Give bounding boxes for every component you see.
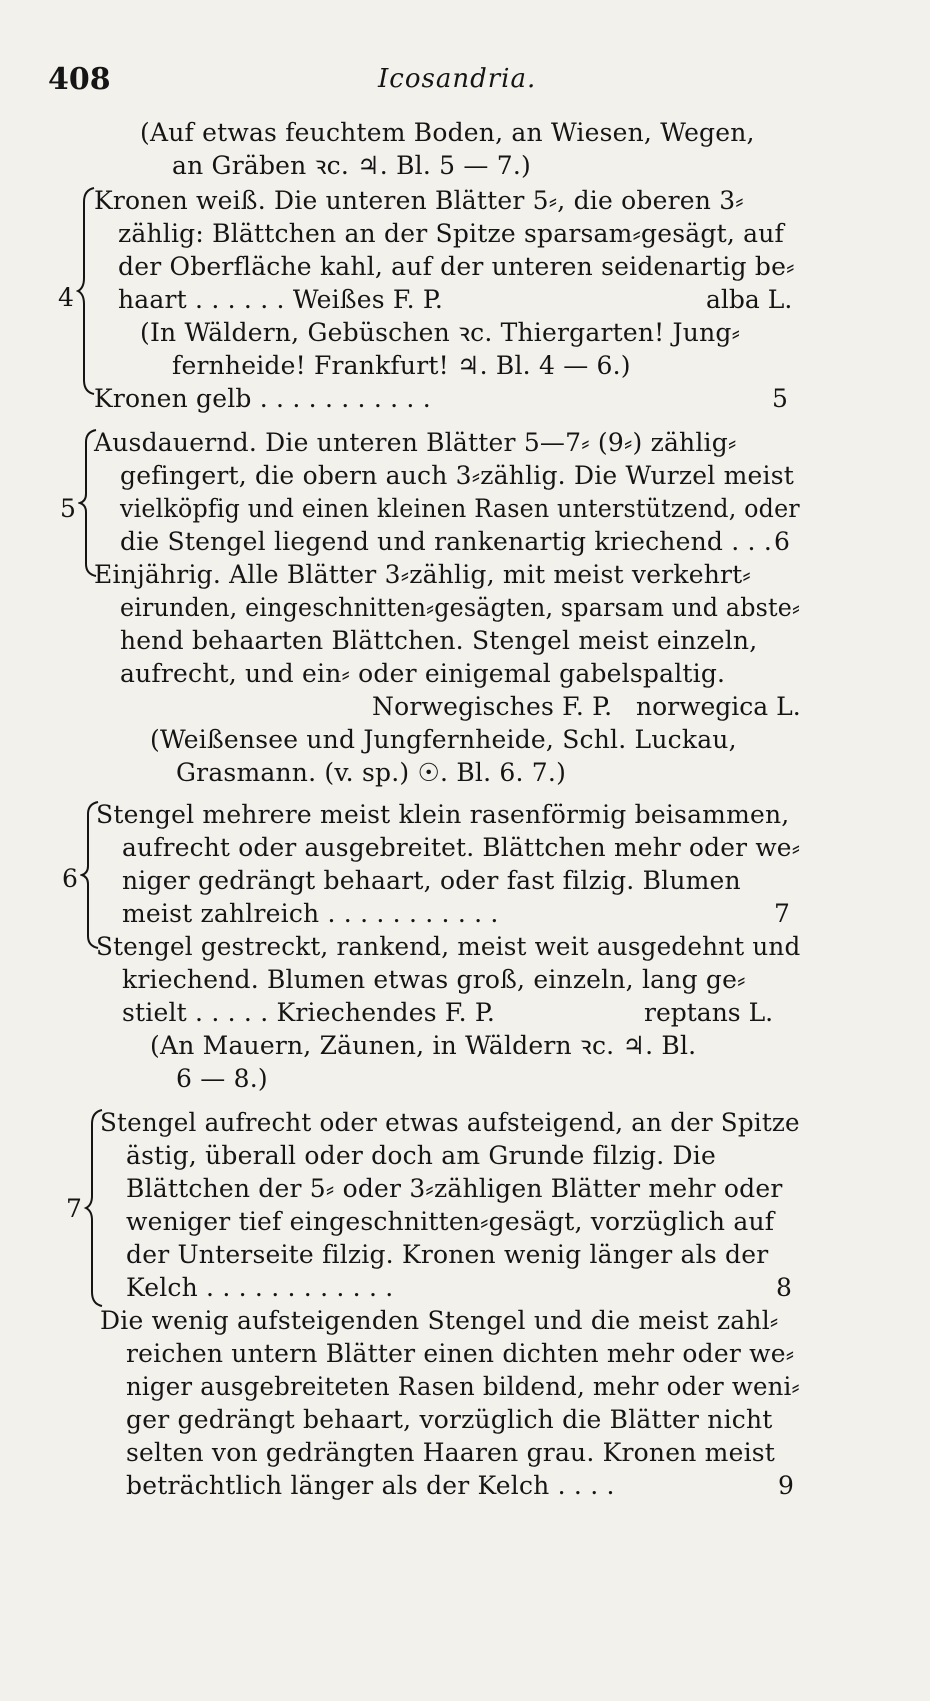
text-line: haart . . . . . . Weißes F. P.: [118, 285, 443, 314]
text-line: Kronen weiß. Die unteren Blätter 5⸗, die oberen 3⸗: [94, 186, 744, 215]
text-line: selten von gedrängten Haaren grau. Kronen meist: [126, 1438, 776, 1467]
lead-number: 9: [778, 1471, 794, 1500]
text-line: ästig, überall oder doch am Grunde filzig. Die: [126, 1141, 716, 1170]
text-line: ger gedrängt behaart, vorzüglich die Blätter nicht: [126, 1405, 773, 1434]
text-line: niger gedrängt behaart, oder fast filzig. Blumen: [122, 866, 741, 895]
text-line: reichen untern Blätter einen dichten mehr oder we⸗: [126, 1339, 795, 1368]
species-name: reptans L.: [644, 998, 774, 1027]
lead-number: 7: [774, 899, 790, 928]
text-line: zählig: Blättchen an der Spitze sparsam⸗gesägt, auf: [118, 219, 784, 248]
text-line: an Gräben ꝛc. ♃. Bl. 5 — 7.): [172, 151, 531, 180]
text-line: (Auf etwas feuchtem Boden, an Wiesen, Wegen,: [140, 118, 755, 147]
species-name: alba L.: [706, 285, 793, 314]
text-line: stielt . . . . . Kriechendes F. P.: [122, 998, 495, 1027]
text-line: Ausdauernd. Die unteren Blätter 5—7⸗ (9⸗) zählig⸗: [94, 428, 737, 457]
key-number: 7: [66, 1194, 82, 1223]
text-line: gefingert, die obern auch 3⸗zählig. Die Wurzel meist: [120, 461, 794, 490]
text-line: Kelch . . . . . . . . . . . .: [126, 1273, 394, 1302]
text-line: beträchtlich länger als der Kelch . . . .: [126, 1471, 615, 1500]
text-line: Norwegisches F. P.: [372, 692, 613, 721]
text-line: Die wenig aufsteigenden Stengel und die meist zahl⸗: [100, 1306, 779, 1335]
running-head: Icosandria.: [378, 64, 537, 94]
text-line: Blättchen der 5⸗ oder 3⸗zähligen Blätter mehr oder: [126, 1174, 783, 1203]
text-line: die Stengel liegend und rankenartig kriechend . . .: [120, 527, 772, 556]
brace-7: [84, 1108, 106, 1308]
key-number: 5: [60, 494, 76, 523]
text-line: meist zahlreich . . . . . . . . . . .: [122, 899, 499, 928]
key-number: 6: [62, 864, 78, 893]
text-line: (In Wäldern, Gebüschen ꝛc. Thiergarten! Jung⸗: [140, 318, 741, 347]
text-line: Kronen gelb . . . . . . . . . . .: [94, 384, 431, 413]
text-line: kriechend. Blumen etwas groß, einzeln, lang ge⸗: [122, 965, 746, 994]
text-line: Stengel mehrere meist klein rasenförmig beisammen,: [96, 800, 790, 829]
page-header: [48, 62, 848, 102]
text-line: weniger tief eingeschnitten⸗gesägt, vorzüglich auf: [126, 1207, 775, 1236]
text-line: aufrecht oder ausgebreitet. Blättchen mehr oder we⸗: [122, 833, 801, 862]
text-line: (An Mauern, Zäunen, in Wäldern ꝛc. ♃. Bl.: [150, 1031, 697, 1060]
key-number: 4: [58, 283, 74, 312]
text-line: vielköpfig und einen kleinen Rasen unterstützend, oder: [120, 494, 800, 523]
text-line: Stengel gestreckt, rankend, meist weit ausgedehnt und: [96, 932, 801, 961]
text-line: hend behaarten Blättchen. Stengel meist einzeln,: [120, 626, 758, 655]
text-line: fernheide! Frankfurt! ♃. Bl. 4 — 6.): [172, 351, 631, 380]
lead-number: 8: [776, 1273, 792, 1302]
lead-number: 5: [772, 384, 788, 413]
text-line: eirunden, eingeschnitten⸗gesägten, sparsam und abste⸗: [120, 593, 801, 622]
species-name: norwegica L.: [636, 692, 801, 721]
text-line: (Weißensee und Jungfernheide, Schl. Luckau,: [150, 725, 737, 754]
text-line: der Unterseite filzig. Kronen wenig länger als der: [126, 1240, 769, 1269]
text-line: Grasmann. (v. sp.) ☉. Bl. 6. 7.): [176, 758, 567, 787]
text-line: Stengel aufrecht oder etwas aufsteigend, an der Spitze: [100, 1108, 800, 1137]
page-number: 408: [48, 62, 111, 97]
text-line: 6 — 8.): [176, 1064, 268, 1093]
lead-number: 6: [774, 527, 790, 556]
text-line: niger ausgebreiteten Rasen bildend, mehr oder weni⸗: [126, 1372, 800, 1401]
text-line: der Oberfläche kahl, auf der unteren seidenartig be⸗: [118, 252, 795, 281]
text-line: aufrecht, und ein⸗ oder einigemal gabelspaltig.: [120, 659, 726, 688]
brace-4: [76, 186, 98, 396]
text-line: Einjährig. Alle Blätter 3⸗zählig, mit meist verkehrt⸗: [94, 560, 751, 589]
